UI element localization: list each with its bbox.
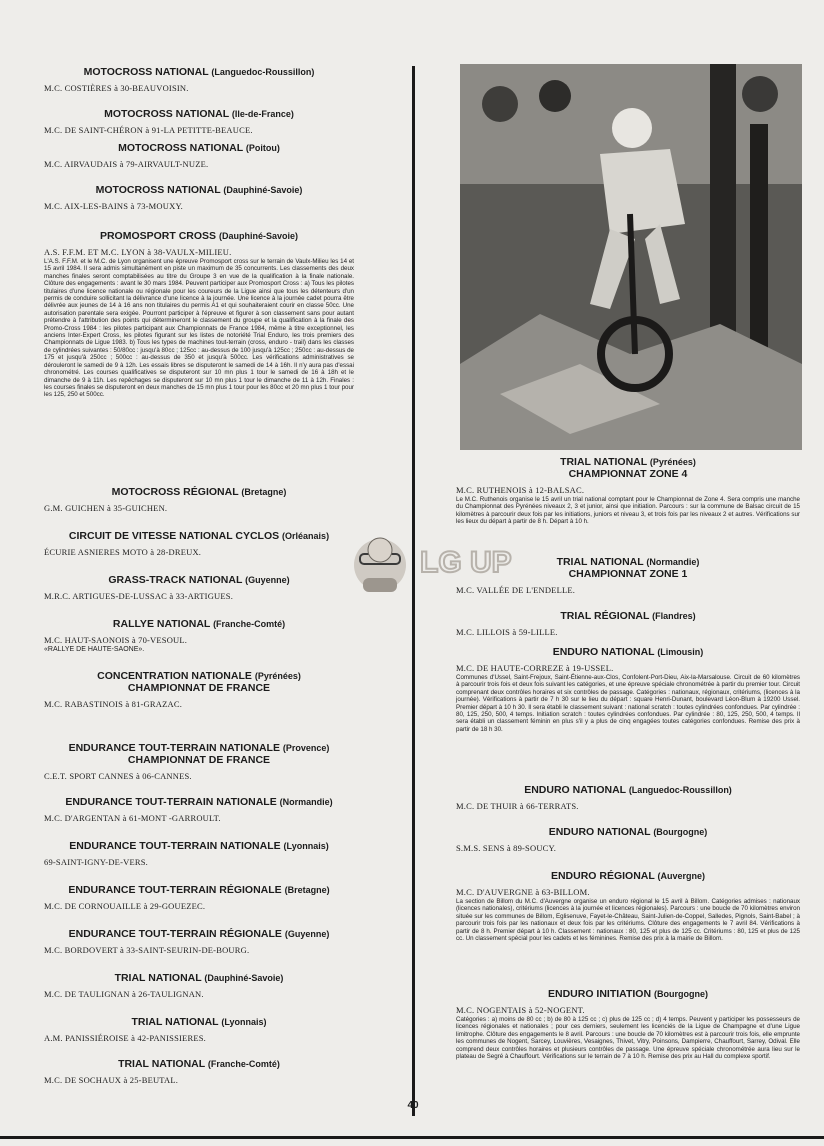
entry-region: (Auvergne) (657, 871, 706, 881)
entry-title: ENDURANCE TOUT-TERRAIN RÉGIONALE (68, 884, 282, 896)
entry-enduro-auvergne (456, 870, 800, 942)
entry-concentration (44, 670, 354, 709)
entry-region: (Bretagne) (241, 487, 287, 497)
entry-title: ENDURANCE TOUT-TERRAIN RÉGIONALE (68, 928, 282, 940)
entry-club: S.M.S. SENS à 89-SOUCY. (456, 843, 557, 853)
entry-club: M.C. LILLOIS à 59-LILLE. (456, 627, 558, 637)
entry-title: ENDURANCE TOUT-TERRAIN NATIONALE (65, 796, 277, 808)
entry-trial-franche-comte (44, 1058, 354, 1085)
entry-club: A.S. F.F.M. ET M.C. LYON à 38-VAULX-MILIEU. (44, 247, 232, 257)
entry-club: M.C. DE CORNOUAILLE à 29-GOUEZEC. (44, 901, 206, 911)
entry-region: (Normandie) (279, 797, 333, 807)
entry-trial-pyrenees (456, 456, 800, 526)
entry-endurance-normandie (44, 796, 354, 823)
entry-title: MOTOCROSS RÉGIONAL (111, 486, 239, 498)
entry-trial-normandie (456, 556, 800, 595)
entry-region: (Languedoc-Roussillon) (628, 785, 732, 795)
entry-motocross-languedoc (44, 66, 354, 93)
entry-club: M.C. DE SOCHAUX à 25-BEUTAL. (44, 1075, 179, 1085)
entry-title: TRIAL NATIONAL (556, 556, 644, 568)
entry-title: CIRCUIT DE VITESSE NATIONAL CYCLOS (68, 530, 280, 542)
entry-club: M.C. DE HAUTE-CORREZE à 19-USSEL. (456, 663, 614, 673)
entry-region: (Limousin) (657, 647, 704, 657)
entry-enduro-initiation (456, 988, 800, 1060)
trial-rider-icon (460, 64, 802, 450)
entry-club: M.C. VALLÉE DE L'ENDELLE. (456, 585, 576, 595)
entry-region: (Normandie) (646, 557, 700, 567)
entry-trial-lyonnais (44, 1016, 354, 1043)
entry-club: M.C. HAUT-SAONOIS à 70-VESOUL. (44, 635, 188, 645)
entry-title: MOTOCROSS NATIONAL (104, 108, 229, 120)
entry-region: (Orléanais) (282, 531, 330, 541)
entry-region: (Flandres) (652, 611, 696, 621)
entry-club: ÉCURIE ASNIERES MOTO à 28-DREUX. (44, 547, 202, 557)
entry-title: MOTOCROSS NATIONAL (83, 66, 209, 78)
entry-club: M.C. DE SAINT-CHÉRON à 91-LA PETITTE-BEAUCE. (44, 125, 253, 135)
entry-club: M.R.C. ARTIGUES-DE-LUSSAC à 33-ARTIGUES. (44, 591, 234, 601)
entry-region: (Lyonnais) (221, 1017, 267, 1027)
entry-trial-flandres (456, 610, 800, 637)
entry-club: M.C. COSTIÈRES à 30-BEAUVOISIN. (44, 83, 189, 93)
entry-body: La section de Billom du M.C. d'Auvergne organise un enduro régional le 15 avril à Billom. Catégories admises : nationaux (licences nationales), critériums (licences à la journée et licences régionales). Parcours : une boucle de 70 kilomètres environ située sur les communes de Billom, Eglisenuve, Fayet-le-Château, Saint-Julien-de-Coppel, Salledes, Pignols, Saint-Babel ; à parcourir trois fois par les nationaux et deux fois par les critériums. Clôture des engagements le 7 avril 84. Vérifications à partir de 8 h. Premier départ à 10 h. Classement : nationaux : 80, 125 et plus de 125 cc. Critériums : 80, 125 et plus de 125 cc. Un classement spécial pour les cadets et les féminines. Remise des prix à la mairie de Billom. (456, 898, 800, 943)
entry-region: (Pyrénées) (254, 671, 301, 681)
entry-club: M.C. RABASTINOIS à 81-GRAZAC. (44, 699, 183, 709)
entry-club: M.C. AIX-LES-BAINS à 73-MOUXY. (44, 201, 184, 211)
entry-promosport (44, 230, 354, 399)
entry-club-note: «RALLYE DE HAUTE-SAONE». (44, 646, 145, 653)
entry-motocross-bretagne (44, 486, 354, 513)
entry-region: (Franche-Comté) (207, 1059, 280, 1069)
entry-body: Communes d'Ussel, Saint-Frejoux, Saint-Étienne-aux-Clos, Confolent-Port-Dieu, Aix-la-Marsalouse. Circuit de 60 kilomètres à parcourir trois fois et deux fois suivant les catégories, et une épreuve spéciale chronométrée à partir du premier tour. Circuit comprenant deux contrôles horaires et six contrôles de passage. Catégories : nationaux, régionaux, critériums, (licences à la journée). Vérifications à partir de 7 h 30 sur le lieu du départ : square Henri-Dunant, boulevard Léon-Blum à 19200 Ussel. Premier départ à 10 h 30. Il sera établi le classement suivant : national scratch : toutes cylindrées confondues. Par cylindrée : 80, 125, 250, 500, 4 temps. Initiation scratch : toutes cylindrées confondues. Par cylindrée : 80, 125, 250, 500, 4 temps. Il sera établi un classement féminin en plus s'il y a plus de cinq engagées toutes catégories confondues. Remise des prix à partir de 18 h 30. (456, 674, 800, 733)
entry-trial-dauphine (44, 972, 354, 999)
entry-title: ENDURANCE TOUT-TERRAIN NATIONALE (69, 840, 281, 852)
entry-endurance-provence (44, 742, 354, 781)
entry-title: TRIAL NATIONAL (131, 1016, 219, 1028)
entry-club: M.C. RUTHENOIS à 12-BALSAC. (456, 485, 585, 495)
entry-club: M.C. NOGENTAIS à 52-NOGENT. (456, 1005, 585, 1015)
entry-region: (Ile-de-France) (231, 109, 294, 119)
entry-region: (Guyenne) (245, 575, 290, 585)
entry-title: TRIAL NATIONAL (560, 456, 647, 468)
entry-title: ENDURO RÉGIONAL (550, 870, 655, 882)
entry-enduro-limousin (456, 646, 800, 733)
entry-club: 69-SAINT-IGNY-DE-VERS. (44, 857, 148, 867)
entry-region: (Guyenne) (284, 929, 330, 939)
entry-endurance-bretagne (44, 884, 354, 911)
entry-motocross-dauphine (44, 184, 354, 211)
entry-title: ENDURO NATIONAL (552, 646, 655, 658)
entry-subtitle: CHAMPIONNAT DE FRANCE (127, 682, 271, 694)
entry-club: G.M. GUICHEN à 35-GUICHEN. (44, 503, 168, 513)
entry-title: RALLYE NATIONAL (112, 618, 211, 630)
entry-region: (Bourgogne) (653, 827, 708, 837)
entry-title: ENDURANCE TOUT-TERRAIN NATIONALE (68, 742, 280, 754)
entry-region: (Pyrénées) (649, 457, 696, 467)
logo-text: LG UP (420, 546, 512, 579)
entry-rallye (44, 618, 354, 653)
entry-title: TRIAL NATIONAL (114, 972, 202, 984)
entry-motocross-poitou (44, 142, 354, 169)
entry-endurance-guyenne (44, 928, 354, 955)
entry-motocross-iledefrance (44, 108, 354, 135)
entry-title: TRIAL RÉGIONAL (560, 610, 650, 622)
entry-title: PROMOSPORT CROSS (99, 230, 217, 242)
entry-enduro-languedoc (456, 784, 800, 811)
entry-body: Le M.C. Ruthenois organise le 15 avril un trial national comptant pour le Championnat de Zone 4. Sera compris une manche du Championnat des Pyrénées niveaux 2, 3 et junior, ainsi que initiation. Parcours : sur la commune de Balsac circuit de 15 kilomètres à parcourir deux fois par les initiations, juniors et niveau 3, et trois fois par les niveaux 2 et autres. Vérifications sur les lieux du départ à partir de 8 h. Départ à 10 h. (456, 496, 800, 526)
entry-region: (Bourgogne) (653, 989, 708, 999)
entry-club: C.E.T. SPORT CANNES à 06-CANNES. (44, 771, 192, 781)
entry-region: (Franche-Comté) (213, 619, 286, 629)
entry-club: M.C. DE THUIR à 66-TERRATS. (456, 801, 579, 811)
entry-title: MOTOCROSS NATIONAL (95, 184, 221, 196)
entry-region: (Lyonnais) (283, 841, 329, 851)
entry-region: (Dauphiné-Savoie) (219, 231, 299, 241)
entry-club: M.C. BORDOVERT à 33-SAINT-SEURIN-DE-BOURG. (44, 945, 250, 955)
page-number: 40 (407, 1100, 419, 1111)
entry-region: (Poitou) (245, 143, 280, 153)
entry-circuit-vitesse (44, 530, 354, 557)
entry-grass-track (44, 574, 354, 601)
entry-club: A.M. PANISSIÉROISE à 42-PANISSIERES. (44, 1033, 206, 1043)
entry-subtitle: CHAMPIONNAT ZONE 1 (568, 568, 688, 580)
entry-body: L'A.S. F.F.M. et le M.C. de Lyon organisent une épreuve Promosport cross sur le terrain de Vaulx-Milieu les 14 et 15 avril 1984. Il sera admis simultanément en piste un maximum de 35 concurrents. Les classements des deux manches finales seront comptabilisées au titre du Groupe 3 en vue de la qualification à la finale nationale. Clôture des engagements : avant le 30 mars 1984. Peuvent participer aux Promosport Cross : a) Tous les pilotes titulaires d'une licence nationale ou régionale pour les coureurs de la Ligue ainsi que tous les détenteurs d'un permis de conduire sollicitant la délivrance d'une licence à la journée. Une licence à la journée cadet pourra être délivrée aux jeunes de 14 à 16 ans non titulaires du permis A1 et qui souhaiteraient courir en classe 50cc. Une autorisation parentale sera exigée. Pourront participer à l'épreuve et figurer à son classement sans pour autant prétendre à l'attribution des points qui détermineront le classement du groupe et la qualification à la finale des Promo-Cross 1984 : les pilotes participant aux Championnats de France 1984, même à titre exceptionnel, les anciens Inter-Expert Cross, les pilotes figurant sur les listes de notoriété Trial Enduro, les trois premiers des Championnats de Ligue 1983. b) Tous les types de machines tout-terrain (cross, enduro - trail) dans les classes de cylindrées suivantes : 50/80cc : jusqu'à 80cc ; 125cc : au-dessus de 100 jusqu'à 125cc ; 250cc : au-dessus de 175 et jusqu'à 250cc ; 500cc : au-dessus de 350 et jusqu'à 500cc. Les vérifications administratives se dérouleront le samedi de 9 à 12h. Les essais libres se disputeront le samedi de 14 à 16h. Il n'y aura pas d'essai chronométré. Les courses qualificatives se disputeront sur 10 mn plus 1 tour le samedi de 16 à 18h et le dimanche de 9 à 11h. Les repêchages se disputeront sur 10 mn plus 1 tour le dimanche de 11 à 12h. Finales : les courses finales se disputeront en deux manches de 15 mn plus 1 tour pour les 80cc et 20 mn plus 1 tour pour les 125, 250 et 500cc. (44, 258, 354, 399)
trial-rider-photo (460, 64, 802, 450)
entry-region: (Languedoc-Roussillon) (211, 67, 315, 77)
entry-title: CONCENTRATION NATIONALE (97, 670, 252, 682)
bottom-rule (0, 1136, 824, 1139)
entry-club: M.C. AIRVAUDAIS à 79-AIRVAULT-NUZE. (44, 159, 209, 169)
entry-body: Catégories : a) moins de 80 cc ; b) de 80 à 125 cc ; c) plus de 125 cc ; d) 4 temps. Peuvent y participer les possesseurs de licences régionales et nationales ; pour ces derniers, seulement les licenciés de la Ligue de Champagne et d'une Ligue limitrophe. Clôture des engagements le 8 avril. Parcours : une boucle de 70 kilomètres est à parcourir trois fois, elle emprunte les communes de Nogent, Sarcey, Louvières, Vesaignes, Thivet, Vitry, Poinsons, Dampierre, Chauffourt, Sarrey, Odival. Elle comprend deux contrôles horaires et plusieurs contrôles de passage. Une épreuve spéciale chronométrée aura lieu sur le plateau de Segré à Chauffourt. Vérifications sur le terrain de 7 à 10 h. Remise des prix au Hall du complexe sportif. (456, 1016, 800, 1061)
entry-club: M.C. DE TAULIGNAN à 26-TAULIGNAN. (44, 989, 204, 999)
entry-endurance-lyonnais (44, 840, 354, 867)
entry-region: (Bretagne) (284, 885, 330, 895)
entry-region: (Provence) (282, 743, 330, 753)
entry-club: M.C. D'AUVERGNE à 63-BILLOM. (456, 887, 590, 897)
entry-club: M.C. D'ARGENTAN à 61-MONT -GARROULT. (44, 813, 221, 823)
entry-subtitle: CHAMPIONNAT ZONE 4 (568, 468, 688, 480)
entry-region: (Dauphiné-Savoie) (204, 973, 284, 983)
entry-title: ENDURO NATIONAL (548, 826, 651, 838)
entry-subtitle: CHAMPIONNAT DE FRANCE (127, 754, 271, 766)
entry-enduro-bourgogne (456, 826, 800, 853)
entry-title: ENDURO NATIONAL (524, 784, 626, 796)
entry-title: ENDURO INITIATION (548, 988, 652, 1000)
entry-title: GRASS-TRACK NATIONAL (108, 574, 243, 586)
entry-title: TRIAL NATIONAL (118, 1058, 205, 1070)
entry-region: (Dauphiné-Savoie) (223, 185, 303, 195)
entry-title: MOTOCROSS NATIONAL (118, 142, 243, 154)
